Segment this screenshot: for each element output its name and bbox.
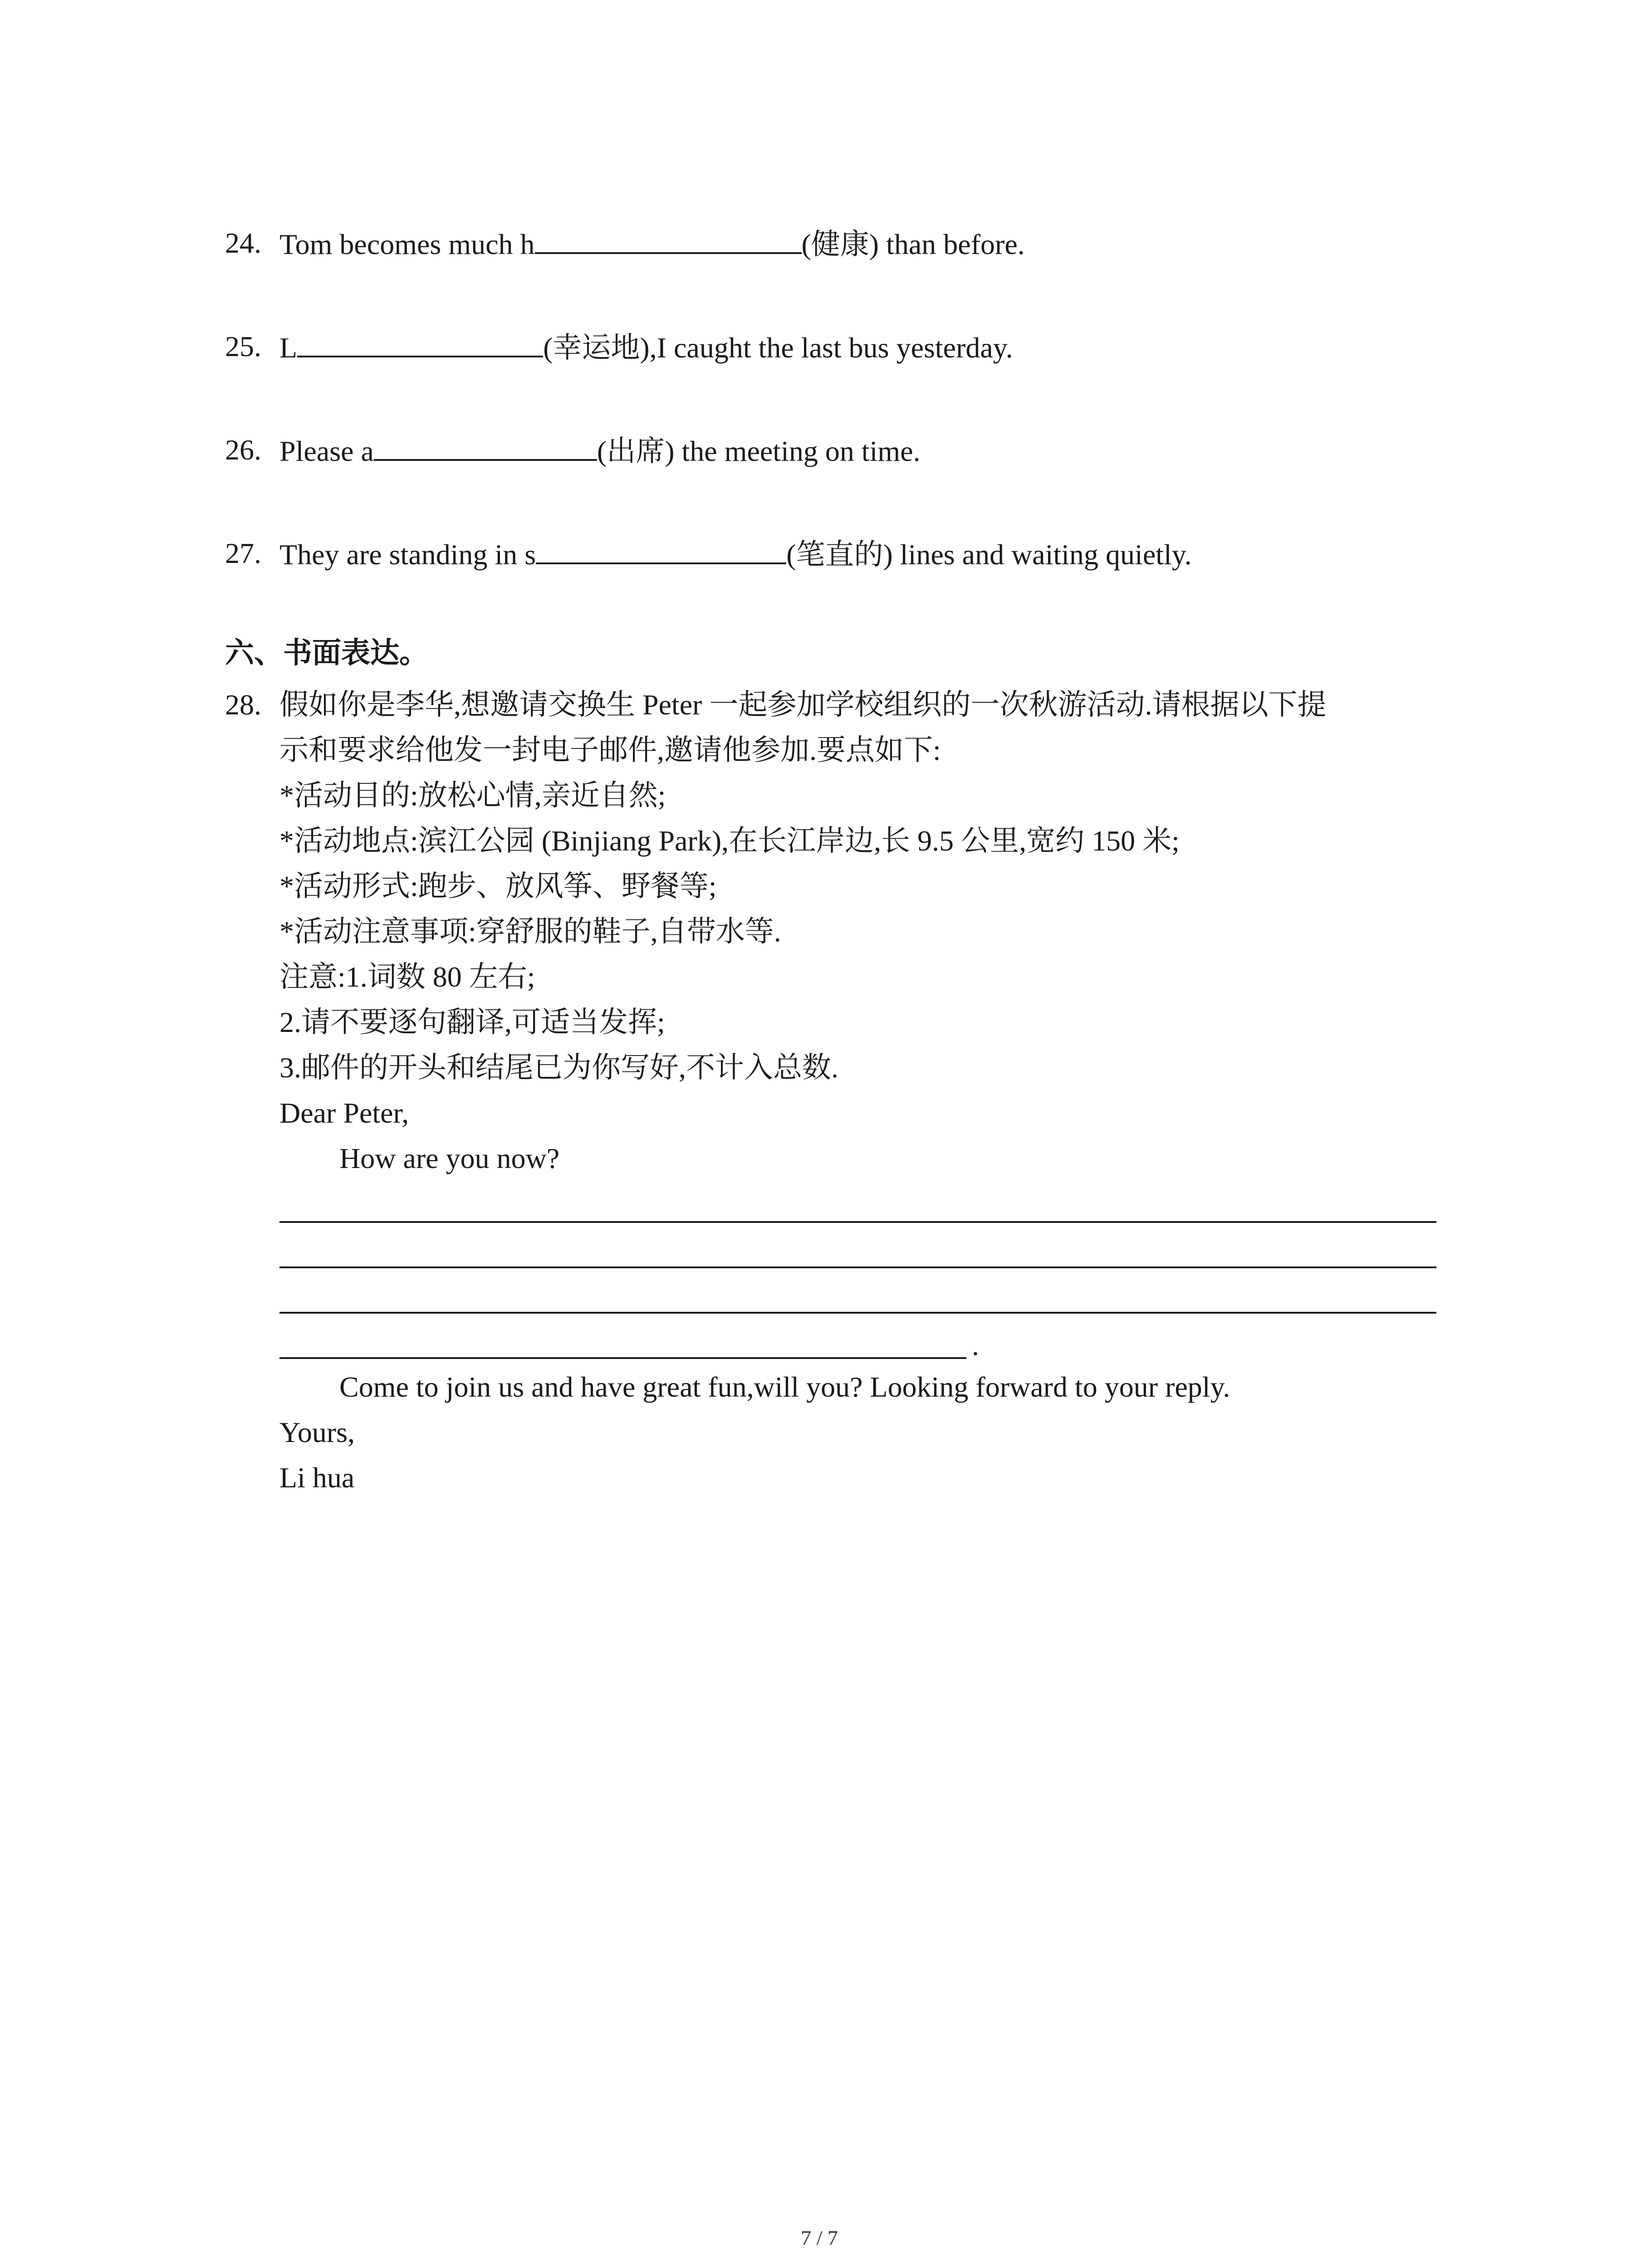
question-text-before: Please a bbox=[279, 435, 374, 467]
question-25 bbox=[279, 327, 1013, 367]
prompt-point: *活动目的:放松心情,亲近自然; bbox=[279, 779, 666, 811]
question-27 bbox=[279, 534, 1192, 574]
letter-signature: Li hua bbox=[279, 1461, 355, 1494]
answer-blank[interactable] bbox=[536, 534, 786, 564]
section-heading: 六、书面表达。 bbox=[225, 637, 428, 669]
writing-line[interactable] bbox=[279, 1221, 1436, 1223]
prompt-line: 假如你是李华,想邀请交换生 Peter 一起参加学校组织的一次秋游活动.请根据以下提 bbox=[279, 689, 1327, 721]
question-text-after: (笔直的) lines and waiting quietly. bbox=[786, 538, 1192, 571]
question-text-before: Tom becomes much h bbox=[279, 228, 535, 260]
letter-salutation: Dear Peter, bbox=[279, 1097, 409, 1129]
question-number: 28. bbox=[225, 689, 261, 721]
question-number: 25. bbox=[225, 330, 261, 362]
prompt-point: *活动地点:滨江公园 (Binjiang Park),在长江岸边,长 9.5 公里,宽约 150 米; bbox=[279, 825, 1180, 857]
question-text-after: (健康) than before. bbox=[801, 228, 1025, 260]
letter-signoff: Yours, bbox=[279, 1416, 355, 1448]
prompt-note: 注意:1.词数 80 左右; bbox=[279, 961, 535, 993]
letter-greeting: How are you now? bbox=[339, 1142, 560, 1174]
letter-closing: Come to join us and have great fun,will you? Looking forward to your reply. bbox=[339, 1371, 1230, 1403]
question-text-before: L bbox=[279, 332, 298, 364]
writing-line[interactable] bbox=[279, 1312, 1436, 1314]
page-number: 7 / 7 bbox=[801, 2226, 838, 2249]
end-period: . bbox=[972, 1329, 979, 1361]
answer-blank[interactable] bbox=[535, 224, 802, 254]
question-number: 24. bbox=[225, 227, 261, 259]
writing-line[interactable] bbox=[279, 1266, 1436, 1268]
question-text-after: (幸运地),I caught the last bus yesterday. bbox=[543, 332, 1013, 364]
question-text-before: They are standing in s bbox=[279, 538, 536, 571]
answer-blank[interactable] bbox=[297, 327, 543, 357]
answer-blank[interactable] bbox=[374, 431, 597, 461]
prompt-note: 3.邮件的开头和结尾已为你写好,不计入总数. bbox=[279, 1051, 838, 1084]
prompt-note: 2.请不要逐句翻译,可适当发挥; bbox=[279, 1006, 665, 1038]
question-text-after: (出席) the meeting on time. bbox=[597, 435, 921, 467]
question-number: 26. bbox=[225, 434, 261, 466]
writing-line[interactable] bbox=[279, 1357, 966, 1359]
question-24 bbox=[279, 224, 1025, 264]
prompt-point: *活动注意事项:穿舒服的鞋子,自带水等. bbox=[279, 915, 781, 948]
question-26 bbox=[279, 431, 921, 470]
prompt-point: *活动形式:跑步、放风筝、野餐等; bbox=[279, 870, 717, 902]
prompt-line: 示和要求给他发一封电子邮件,邀请他参加.要点如下: bbox=[279, 734, 941, 766]
question-number: 27. bbox=[225, 537, 261, 569]
